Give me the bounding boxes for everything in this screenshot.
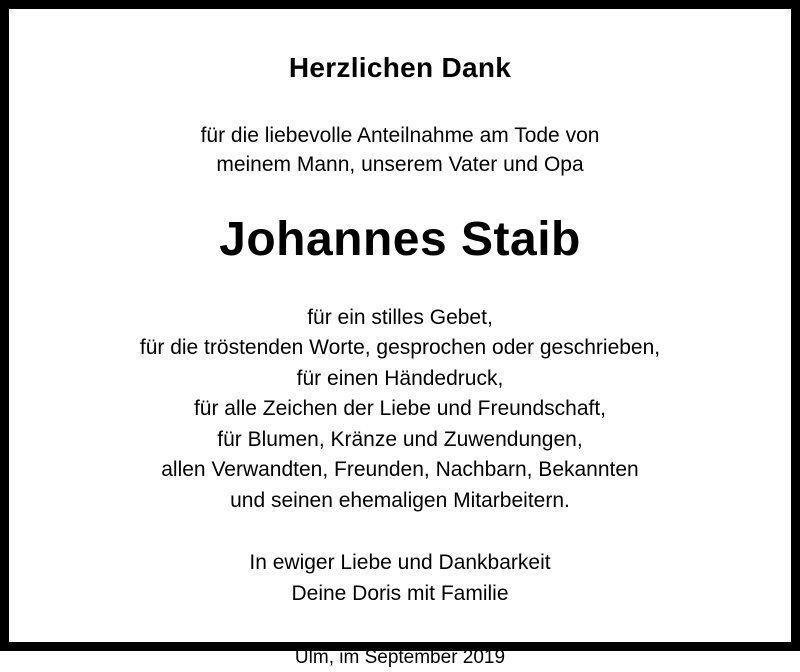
- closing-text: [249, 548, 550, 609]
- page-title: Herzlichen Dank: [288, 52, 512, 83]
- gratitude-line-6: allen Verwandten, Freunden, Nachbarn, Bekannten: [161, 458, 639, 482]
- gratitude-line-3: für einen Händedruck,: [296, 366, 504, 390]
- closing-line-1: In ewiger Liebe und Dankbarkeit: [249, 551, 551, 575]
- closing-line-2: Deine Doris mit Familie: [291, 581, 509, 605]
- deceased-name: Johannes Staib: [219, 213, 581, 267]
- gratitude-line-2: für die tröstenden Worte, gesprochen oder geschrieben,: [139, 336, 661, 360]
- gratitude-line-5: für Blumen, Kränze und Zuwendungen,: [217, 427, 583, 451]
- intro-line-1: für die liebevolle Anteilnahme am Tode von: [200, 123, 600, 147]
- intro-line-2: meinem Mann, unserem Vater und Opa: [216, 153, 584, 177]
- gratitude-line-7: und seinen ehemaligen Mitarbeitern.: [230, 488, 570, 512]
- gratitude-line-1: für ein stilles Gebet,: [307, 306, 493, 330]
- gratitude-line-4: für alle Zeichen der Liebe und Freundschaft,: [193, 397, 607, 421]
- gratitude-list: [140, 303, 660, 516]
- place-and-date: Ulm, im September 2019: [294, 646, 506, 668]
- intro-text: [201, 121, 600, 181]
